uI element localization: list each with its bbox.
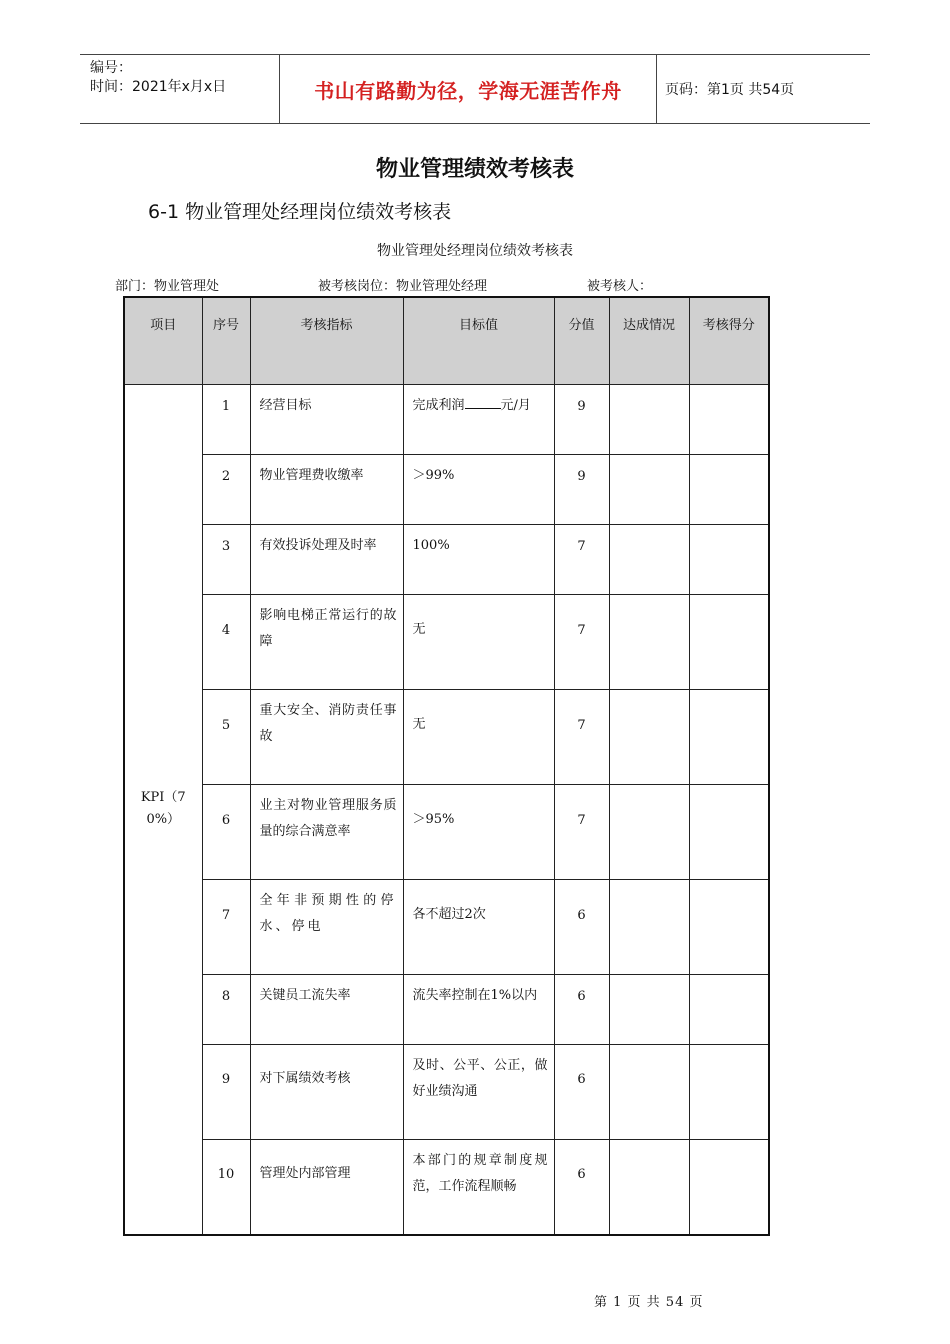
row-indicator: 对下属绩效考核 — [250, 1045, 403, 1140]
row-target: ＞95% — [403, 785, 554, 880]
row-achievement[interactable] — [609, 455, 689, 525]
header-score: 分值 — [554, 297, 609, 385]
row-indicator: 业主对物业管理服务质量的综合满意率 — [250, 785, 403, 880]
row-result[interactable] — [689, 975, 769, 1045]
page-footer: 第 1 页 共 54 页 — [594, 1295, 704, 1310]
row-score: 7 — [554, 525, 609, 595]
target-prefix: 完成利润 — [412, 398, 465, 413]
table-header-row — [124, 297, 769, 385]
category-cell — [124, 385, 202, 1235]
header-motto: 书山有路勤为径，学海无涯苦作舟 — [280, 55, 657, 123]
row-indicator: 关键员工流失率 — [250, 975, 403, 1045]
position-label: 被考核岗位：物业管理处经理 — [318, 279, 488, 294]
row-achievement[interactable] — [609, 690, 689, 785]
row-indicator: 经营目标 — [250, 385, 403, 455]
row-score: 7 — [554, 785, 609, 880]
row-number: 2 — [202, 455, 250, 525]
row-indicator: 重大安全、消防责任事故 — [250, 690, 403, 785]
header-indicator: 考核指标 — [250, 297, 403, 385]
row-result[interactable] — [689, 690, 769, 785]
row-achievement[interactable] — [609, 880, 689, 975]
row-indicator: 管理处内部管理 — [250, 1140, 403, 1235]
row-number: 9 — [202, 1045, 250, 1140]
table-row — [124, 975, 769, 1045]
row-result[interactable] — [689, 595, 769, 690]
number-label: 编号： — [90, 60, 132, 76]
row-result[interactable] — [689, 1140, 769, 1235]
row-indicator: 有效投诉处理及时率 — [250, 525, 403, 595]
row-number: 1 — [202, 385, 250, 455]
assessment-table — [123, 296, 770, 1236]
target-suffix: 元/月 — [500, 398, 531, 413]
row-target: 无 — [403, 595, 554, 690]
page-header — [80, 54, 870, 124]
row-target — [403, 385, 554, 455]
row-result[interactable] — [689, 385, 769, 455]
row-score: 9 — [554, 455, 609, 525]
section-title: 6-1 物业管理处经理岗位绩效考核表 — [148, 201, 452, 223]
row-number: 6 — [202, 785, 250, 880]
row-score: 7 — [554, 690, 609, 785]
row-score: 7 — [554, 595, 609, 690]
row-target: 100% — [403, 525, 554, 595]
table-row — [124, 525, 769, 595]
assessee-label: 被考核人： — [587, 279, 653, 294]
row-indicator: 影响电梯正常运行的故障 — [250, 595, 403, 690]
row-number: 4 — [202, 595, 250, 690]
row-result[interactable] — [689, 785, 769, 880]
header-target: 目标值 — [403, 297, 554, 385]
header-meta — [80, 55, 280, 123]
department-label: 部门：物业管理处 — [115, 279, 220, 294]
row-result[interactable] — [689, 880, 769, 975]
row-score: 6 — [554, 1045, 609, 1140]
header-seq: 序号 — [202, 297, 250, 385]
row-number: 8 — [202, 975, 250, 1045]
document-title: 物业管理绩效考核表 — [375, 156, 574, 182]
row-indicator: 物业管理费收缴率 — [250, 455, 403, 525]
header-result: 考核得分 — [689, 297, 769, 385]
row-target: 流失率控制在1%以内 — [403, 975, 554, 1045]
table-row — [124, 1140, 769, 1235]
table-row — [124, 595, 769, 690]
category-label: KPI（70%） — [140, 790, 186, 828]
row-number: 10 — [202, 1140, 250, 1235]
row-achievement[interactable] — [609, 385, 689, 455]
row-indicator: 全年非预期性的停水、停电 — [250, 880, 403, 975]
row-result[interactable] — [689, 525, 769, 595]
row-target: 各不超过2次 — [403, 880, 554, 975]
row-achievement[interactable] — [609, 1045, 689, 1140]
table-row — [124, 785, 769, 880]
row-number: 5 — [202, 690, 250, 785]
header-item: 项目 — [124, 297, 202, 385]
fill-blank[interactable] — [465, 395, 501, 409]
row-number: 3 — [202, 525, 250, 595]
row-score: 9 — [554, 385, 609, 455]
row-achievement[interactable] — [609, 1140, 689, 1235]
row-result[interactable] — [689, 1045, 769, 1140]
row-score: 6 — [554, 880, 609, 975]
row-achievement[interactable] — [609, 785, 689, 880]
header-achievement: 达成情况 — [609, 297, 689, 385]
table-row — [124, 1045, 769, 1140]
row-target: 无 — [403, 690, 554, 785]
table-row — [124, 690, 769, 785]
row-target: 及时、公平、公正，做好业绩沟通 — [403, 1045, 554, 1140]
row-score: 6 — [554, 975, 609, 1045]
header-page-info: 页码：第1页 共54页 — [665, 82, 795, 98]
row-target: ＞99% — [403, 455, 554, 525]
table-row — [124, 385, 769, 455]
row-score: 6 — [554, 1140, 609, 1235]
table-row — [124, 880, 769, 975]
row-target: 本部门的规章制度规范，工作流程顺畅 — [403, 1140, 554, 1235]
row-result[interactable] — [689, 455, 769, 525]
table-title: 物业管理处经理岗位绩效考核表 — [377, 243, 573, 259]
row-achievement[interactable] — [609, 975, 689, 1045]
time-label: 时间：2021年x月x日 — [90, 79, 227, 95]
row-number: 7 — [202, 880, 250, 975]
row-achievement[interactable] — [609, 595, 689, 690]
row-achievement[interactable] — [609, 525, 689, 595]
table-row — [124, 455, 769, 525]
